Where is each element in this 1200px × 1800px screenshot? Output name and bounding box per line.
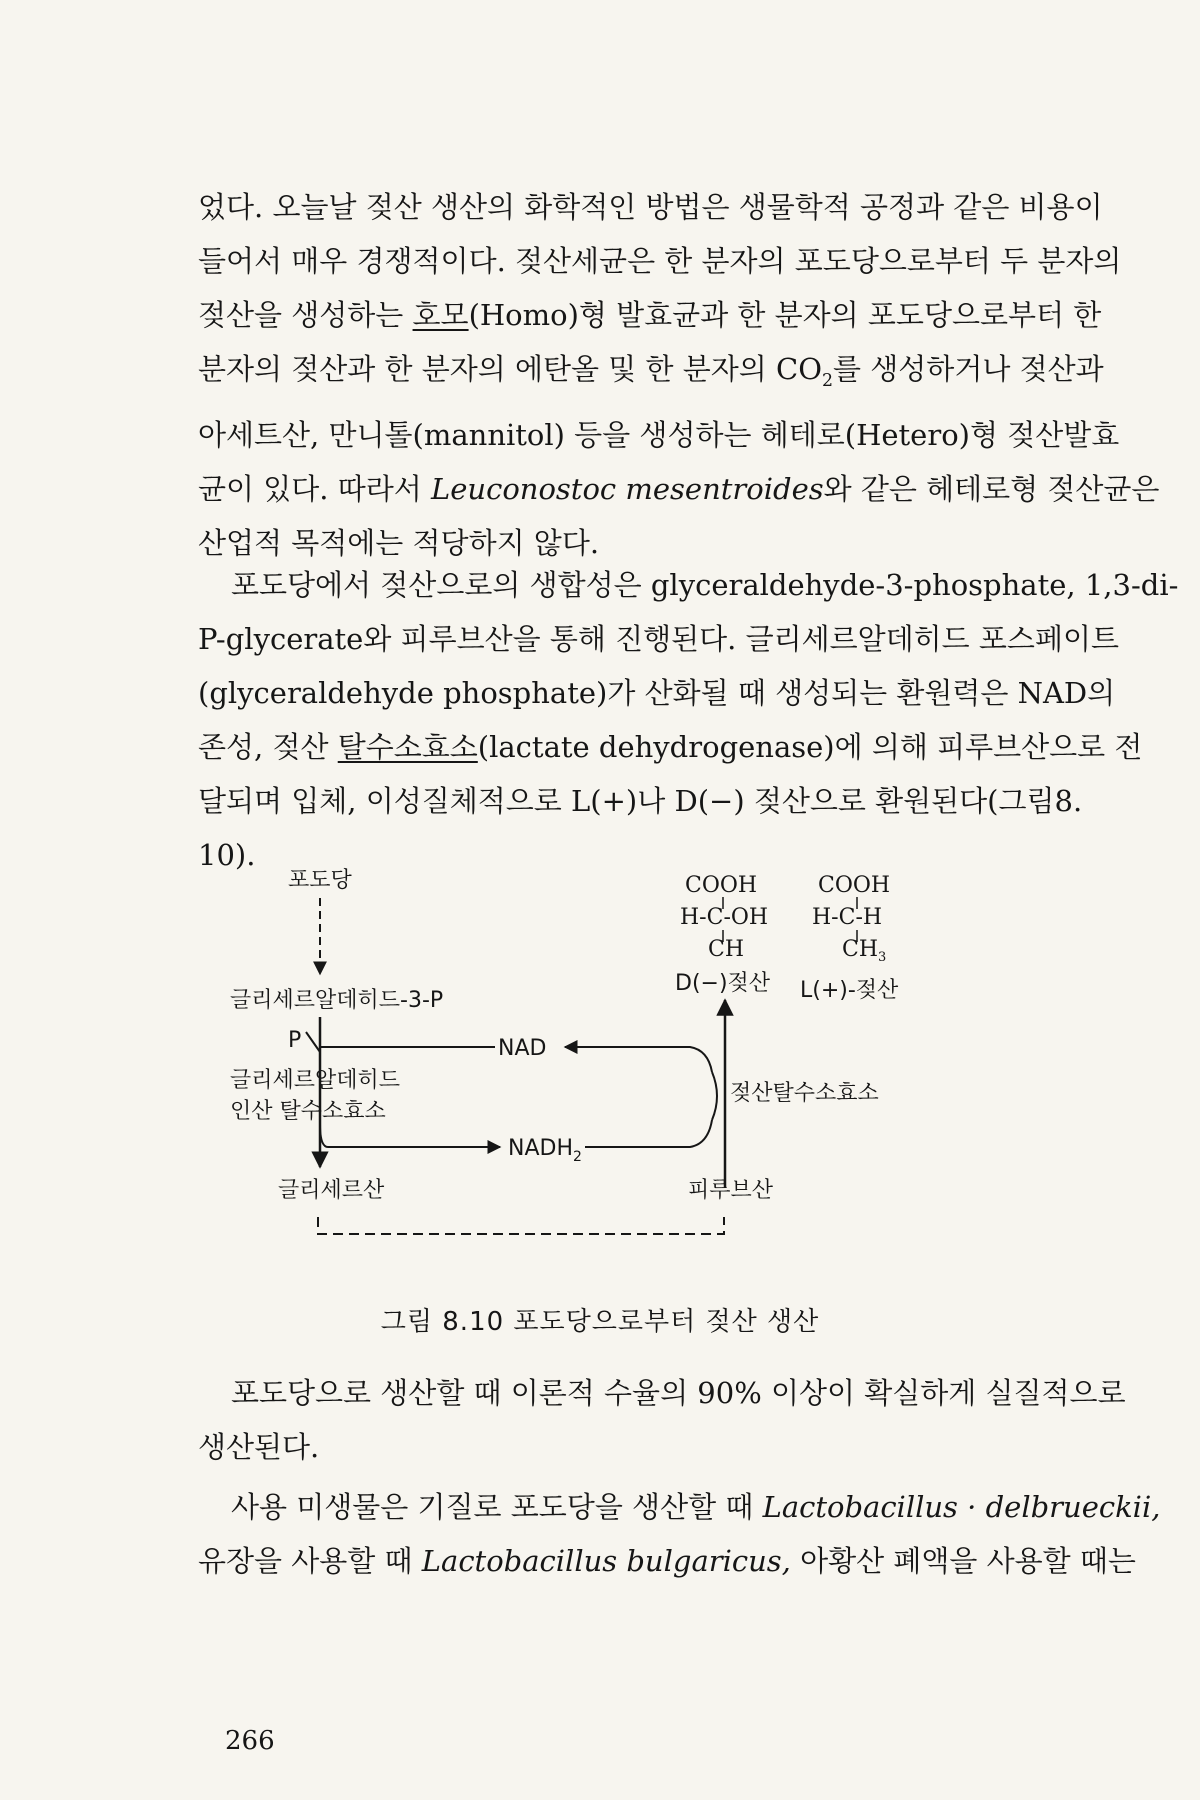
enzyme-gapdh-line1: 글리세르알데히드 (230, 1068, 401, 1093)
text-line: 유장을 사용할 때 Lactobacillus bulgaricus, 아황산 폐액을 사용할 때는 (198, 1544, 1136, 1578)
enzyme-gapdh-line2: 인산 탈수소효소 (230, 1099, 386, 1124)
paragraph-yield (198, 1366, 1126, 1474)
l-lactate-structure (800, 873, 899, 1003)
page-number: 266 (225, 1726, 275, 1756)
glycerate-label: 글리세르산 (278, 1178, 385, 1203)
text-line: 아세트산, 만니톨(mannitol) 등을 생성하는 헤테로(Hetero)형 젖산발효 (198, 417, 1120, 452)
nadh-line-left (320, 1124, 500, 1147)
d-lactate-label: D(−)젖산 (675, 971, 771, 996)
text-line: (glyceraldehyde phosphate)가 산화될 때 생성되는 환원력은 NAD의 (198, 676, 1116, 710)
text-line: 생산된다. (198, 1430, 320, 1464)
ldh-bracket (712, 1072, 717, 1120)
paragraph-lactate-biosynthesis (198, 558, 1179, 882)
text-line: 었다. 오늘날 젖산 생산의 화학적인 방법은 생물학적 공정과 같은 비용이 (198, 190, 1103, 224)
nadh-line-right (585, 1120, 712, 1147)
text-line: P-glycerate와 피루브산을 통해 진행된다. 글리세르알데히드 포스페이트 (198, 622, 1119, 656)
l-lactate-ch3: $CH_3$ (842, 937, 887, 965)
d-lactate-cooh: COOH (685, 873, 758, 898)
nadh2-label: $NADH_2$ (508, 1136, 582, 1165)
paragraph-microorganisms (198, 1480, 1161, 1588)
dashed-return-line (318, 1217, 724, 1234)
l-lactate-chiral: H-C-H (812, 905, 883, 930)
nad-label: NAD (498, 1036, 547, 1061)
text-line: 포도당에서 젖산으로의 생합성은 glyceraldehyde-3-phosphate, 1,3-di- (231, 568, 1179, 602)
text-line: 산업적 목적에는 적당하지 않다. (198, 525, 600, 560)
pyruvate-label: 피루브산 (688, 1178, 774, 1203)
nad-line-right (565, 1047, 712, 1072)
text-line: 존성, 젖산 탈수소효소(lactate dehydrogenase)에 의해 피루브산으로 전 (198, 730, 1143, 764)
text-line: 분자의 젖산과 한 분자의 에탄올 및 한 분자의 $CO_2$를 생성하거나 젖산과 (198, 352, 1104, 391)
l-lactate-label: L(+)-젖산 (800, 978, 899, 1003)
d-lactate-chiral: H-C-OH (680, 905, 769, 930)
phosphate-branch (306, 1032, 320, 1052)
text-line: 달되며 입체, 이성질체적으로 L(+)나 D(−) 젖산으로 환원된다(그림8. (198, 784, 1083, 818)
l-lactate-cooh: COOH (818, 873, 891, 898)
phosphate-label: P (288, 1028, 302, 1053)
text-line: 들어서 매우 경쟁적이다. 젖산세균은 한 분자의 포도당으로부터 두 분자의 (198, 244, 1122, 278)
paragraph-homo-hetero-fermentation (198, 180, 1160, 570)
lactate-pathway-diagram (230, 862, 1060, 1272)
d-lactate-structure (675, 873, 771, 996)
text-line: 포도당으로 생산할 때 이론적 수율의 90% 이상이 확실하게 실질적으로 (231, 1376, 1126, 1410)
glucose-label: 포도당 (288, 868, 352, 893)
figure-caption: 그림 8.10 포도당으로부터 젖산 생산 (380, 1307, 820, 1337)
ldh-label: 젖산탈수소효소 (730, 1081, 879, 1106)
text-line: 10). (198, 838, 256, 872)
d-lactate-ch: CH (708, 937, 745, 962)
text-line: 사용 미생물은 기질로 포도당을 생산할 때 Lactobacillus · delbrueckii, (231, 1490, 1161, 1524)
text-line: 젖산을 생성하는 호모(Homo)형 발효균과 한 분자의 포도당으로부터 한 (198, 298, 1102, 332)
text-line: 균이 있다. 따라서 Leuconostoc mesentroides와 같은 헤테로형 젖산균은 (198, 471, 1160, 506)
glyceraldehyde-3-p-label: 글리세르알데히드-3-P (230, 988, 444, 1013)
